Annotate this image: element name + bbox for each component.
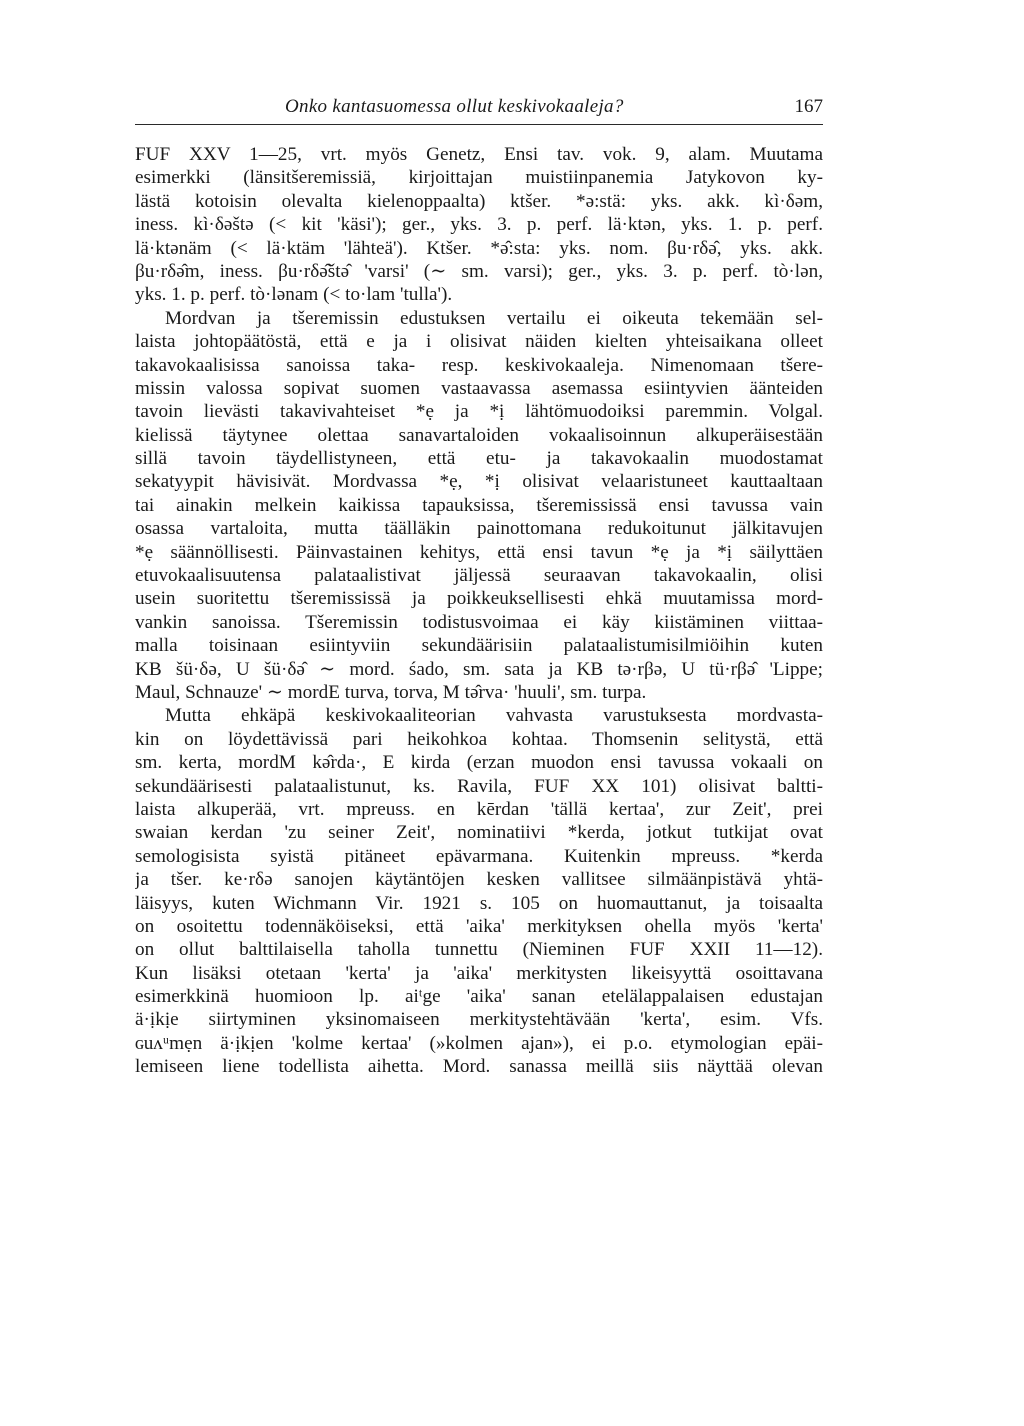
text-line: laista alkuperää, vrt. mpreuss. en kērdan 'tällä kertaa', zur Zeit', prei: [135, 798, 823, 820]
text-line: ä·ịkịe siirtyminen yksinomaiseen merkitystehtävään 'kerta', esim. Vfs.: [135, 1009, 823, 1031]
text-line: usein suoritettu tšeremississä ja poikkeuksellisesti ehkä muutamissa mord-: [135, 588, 823, 610]
text-line: lästä kotoisin olevalta kielenoppaalta) ktšer. *ə:stä: yks. akk. kì·δəm,: [135, 190, 823, 212]
text-line: ja tšer. ke·rδə sanojen käytäntöjen kesken vallitsee silmäänpistävä yhtä-: [135, 869, 823, 891]
text-line: vankin sanoissa. Tšeremissin todistusvoimaa ei käy kiistäminen viittaa-: [135, 611, 823, 633]
text-line: etuvokaalisuutensa palataalistivat jäljessä seuraavan takavokaalin, olisi: [135, 565, 823, 587]
page-number: 167: [794, 96, 823, 117]
text-line: Mutta ehkäpä keskivokaaliteorian vahvasta varustuksesta mordvasta-: [165, 705, 823, 727]
text-line: laista johtopäätöstä, että e ja i olisivat näiden kielten yhteisaikana olleet: [135, 331, 823, 353]
text-line: semologisista syistä pitäneet epävarmana. Kuitenkin mpreuss. *kerda: [135, 845, 823, 867]
text-line: on ollut balttilaisella taholla tunnettu (Nieminen FUF XXII 11—12).: [135, 939, 823, 961]
text-line: takavokaalisissa sanoissa taka- resp. keskivokaaleja. Nimenomaan tšere-: [135, 354, 823, 376]
text-line: lä·ktənäm (< lä·ktäm 'lähteä'). Ktšer. *ə̂:sta: yks. nom. βu·rδə̂, yks. akk.: [135, 237, 823, 259]
text-line: tavoin lievästi takavivahteiset *ẹ ja *ị lähtömuodoiksi paremmin. Volgal.: [135, 401, 823, 423]
text-line: *ẹ säännöllisesti. Päinvastainen kehitys, että ensi tavun *ẹ ja *ị säilyttäen: [135, 541, 823, 563]
text-line: osassa vartaloita, mutta täälläkin painottomana redukoitunut jälkitavujen: [135, 518, 823, 540]
text-line: sillä tavoin täydellistyneen, että etu- ja takavokaalin muodostamat: [135, 448, 823, 470]
text-line: βu·rδə̂m, iness. βu·rδə̂štə̂ 'varsi' (∼ sm. varsi); ger., yks. 3. p. perf. tò·lən,: [135, 260, 823, 282]
text-line: swaian kerdan 'zu seiner Zeit', nominatiivi *kerda, jotkut tutkijat ovat: [135, 822, 823, 844]
running-title: Onko kantasuomessa ollut keskivokaaleja?: [285, 96, 624, 117]
text-line: lemiseen liene todellista aihetta. Mord. sanassa meillä siis näyttää olevan: [135, 1056, 823, 1078]
text-line: iness. kì·δəštə (< kit 'käsi'); ger., yks. 3. p. perf. lä·ktən, yks. 1. p. perf.: [135, 214, 823, 236]
text-line: tai ainakin melkein kaikissa tapauksissa, tšeremississä ensi tavussa vain: [135, 494, 823, 516]
text-line: yks. 1. p. perf. tò·lənam (< to·lam 'tulla').: [135, 284, 453, 306]
text-line: sekundäärisesti palataalistunut, ks. Ravila, FUF XX 101) olisivat baltti-: [135, 775, 823, 797]
paragraph-2: [135, 307, 823, 705]
text-line: sekatyypit hävisivät. Mordvassa *ẹ, *ị olisivat velaaristuneet kauttaaltaan: [135, 471, 823, 493]
paragraph-1: [135, 143, 823, 307]
text-line: missin valossa sopivat suomen vastaavassa asemassa esiintyvien äänteiden: [135, 377, 823, 399]
text-line: Kun lisäksi otetaan 'kerta' ja 'aika' merkitysten likeisyyttä osoittavana: [135, 962, 823, 984]
text-line: KB šü·δə, U šü·δə̂ ∼ mord. śado, sm. sata ja KB tə·rβə, U tü·rβə̂ 'Lippe;: [135, 658, 823, 680]
text-line: FUF XXV 1—25, vrt. myös Genetz, Ensi tav. vok. 9, alam. Muutama: [135, 144, 823, 165]
text-line: malla toisinaan esiintyviin sekundäärisiin palataalistumisilmiöihin kuten: [135, 635, 823, 657]
running-header: [135, 94, 823, 125]
text-line: ɢuʌᵘmẹn ä·ịkịen 'kolme kertaa' (»kolmen ajan»), ei p.o. etymologian epäi-: [135, 1032, 823, 1054]
text-line: Mordvan ja tšeremissin edustuksen vertailu ei oikeuta tekemään sel-: [165, 307, 823, 329]
text-line: esimerkkinä huomioon lp. aiᵗge 'aika' sanan etelälappalaisen edustajan: [135, 986, 823, 1008]
paragraph-3: [135, 704, 823, 1078]
text-line: esimerkki (länsitšeremissiä, kirjoittajan muistiinpanemia Jatykovon ky-: [135, 167, 823, 189]
text-line: kielissä täytynee olettaa sanavartaloiden vokaalisoinnun alkuperäisestään: [135, 424, 823, 446]
text-line: Maul, Schnauze' ∼ mordE turva, torva, M tə̂rva· 'huuli', sm. turpa.: [135, 681, 647, 703]
body-text: [135, 143, 823, 1079]
text-line: läisyys, kuten Wichmann Vir. 1921 s. 105 on huomauttanut, ja toisaalta: [135, 892, 823, 914]
text-line: on osoitettu todennäköiseksi, että 'aika' merkityksen ohella myös 'kerta': [135, 915, 823, 937]
text-line: sm. kerta, mordM kə̂rda·, E kirda (erzan muodon ensi tavussa vokaali on: [135, 752, 823, 774]
text-line: kin on löydettävissä pari heikohkoa kohtaa. Thomsenin selitystä, että: [135, 728, 823, 750]
